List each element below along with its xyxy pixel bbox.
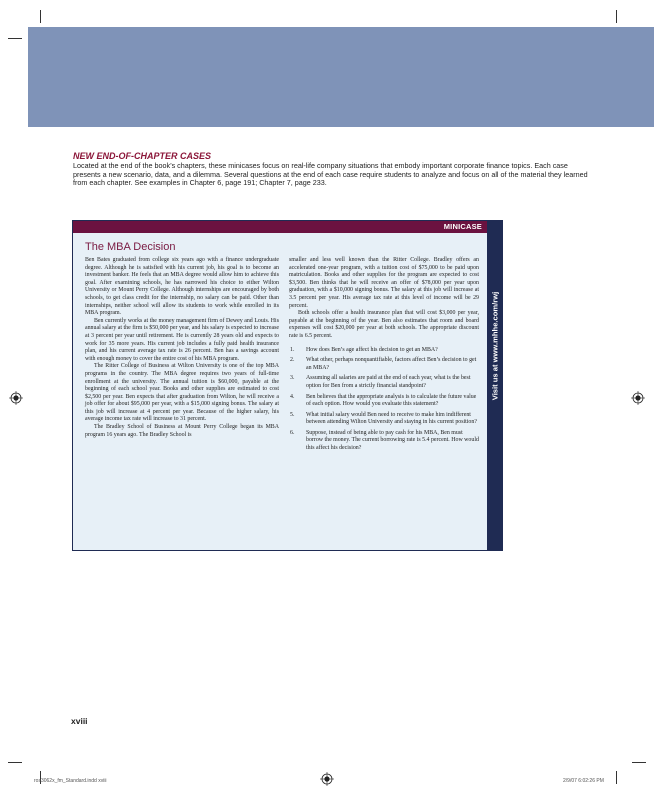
section-description: Located at the end of the book’s chapters, these minicases focus on real-life company situations that embody important corporate finance topics. Each case presents a new scenario, data, and a dilemma. Several questions at the end of each case require students to analyze and focus on all of the material they learned from each chapter. See examples in Chapter 6, page 191; Chapter 7, page 233.	[73, 161, 588, 188]
case-paragraph: The Ritter College of Business at Wilton University is one of the top MBA programs in the country. The MBA degree requires two years of full-time enrollment at the university. The annual tuition is $60,000, payable at the beginning of each school year. Books and other supplies are estimated to cost $2,500 per year. Ben expects that after graduation from Wilton, he will receive a job offer for about $95,000 per year, with a $15,000 signing bonus. The salary at this job will increase at 4 percent per year. Because of the higher salary, his average income tax rate will increase to 31 percent.	[85, 363, 279, 423]
crop-mark	[8, 38, 22, 39]
question-item	[289, 412, 479, 427]
question-number: 4.	[290, 393, 295, 400]
crop-mark	[8, 762, 22, 763]
question-item	[289, 375, 479, 390]
question-item	[289, 357, 479, 372]
section-title: NEW END-OF-CHAPTER CASES	[73, 151, 212, 161]
page-number: xviii	[71, 716, 88, 726]
file-slug: ros3062x_fm_Standard.indd xviii	[34, 778, 107, 784]
question-item	[289, 430, 479, 453]
minicase-box	[72, 220, 503, 551]
timestamp-slug: 2/9/07 6:02:26 PM	[563, 778, 604, 784]
header-banner	[28, 27, 654, 127]
question-number: 5.	[290, 411, 295, 418]
question-text: Ben believes that the appropriate analysis is to calculate the future value of each option. How would you evaluate this statement?	[306, 393, 477, 408]
question-text: Suppose, instead of being able to pay cash for his MBA, Ben must borrow the money. The current borrowing rate is 5.4 percent. How would this affect his decision?	[306, 429, 479, 452]
minicase-header-bar	[73, 221, 488, 233]
case-paragraph: Ben Bates graduated from college six years ago with a finance undergraduate degree. Although he is satisfied with his current job, his goal is to become an investment banker. He feels that an MBA degree would allow him to achieve this goal. After examining schools, he has narrowed his choice to either Wilton University or Mount Perry College. Although internships are encouraged by both schools, to get class credit for the internship, no salary can be paid. Other than internships, neither school will allow its students to work while enrolled in its MBA program.	[85, 257, 279, 317]
case-paragraph: smaller and less well known than the Ritter College. Bradley offers an accelerated one-year program, with a tuition cost of $75,000 to be paid upon matriculation. Books and other supplies for the program are expected to cost $3,500. Ben thinks that he will receive an offer of $78,000 per year upon graduation, with a $10,000 signing bonus. The salary at this job will increase at 3.5 percent per year. His average tax rate at this level of income will be 29 percent.	[289, 257, 479, 309]
case-right-column	[289, 257, 479, 456]
question-text: How does Ben’s age affect his decision to get an MBA?	[306, 346, 438, 353]
crop-mark	[616, 10, 617, 23]
question-number: 3.	[290, 375, 295, 382]
question-number: 6.	[290, 429, 295, 436]
question-number: 2.	[290, 357, 295, 364]
registration-mark-icon	[631, 391, 645, 405]
question-list	[289, 347, 479, 453]
crop-mark	[616, 771, 617, 784]
minicase-side-bar	[487, 221, 502, 550]
question-text: What initial salary would Ben need to receive to make him indifferent between attending Wilton University and staying in his current position?	[306, 411, 477, 426]
case-paragraph: Ben currently works at the money management firm of Dewey and Louis. His annual salary at the firm is $50,000 per year, and his salary is expected to increase at 3 percent per year until retirement. He is currently 28 years old and expects to work for 35 more years. His current job includes a fully paid health insurance plan, and his current average tax rate is 26 percent. Ben has a savings account with enough money to cover the entire cost of his MBA program.	[85, 317, 279, 362]
question-item	[289, 394, 479, 409]
registration-mark-icon	[320, 772, 334, 786]
case-paragraph: The Bradley School of Business at Mount Perry College began its MBA program 16 years ago. The Bradley School is	[85, 424, 279, 438]
crop-mark	[40, 10, 41, 23]
crop-mark	[632, 762, 646, 763]
registration-mark-icon	[9, 391, 23, 405]
case-paragraph: Both schools offer a health insurance plan that will cost $3,000 per year, payable at the beginning of the year. Ben also estimates that room and board expenses will cost $20,000 per year at both schools. The appropriate discount rate is 6.5 percent.	[289, 310, 479, 339]
question-text: What other, perhaps nonquantifiable, factors affect Ben’s decision to get an MBA?	[306, 357, 477, 371]
case-title: The MBA Decision	[85, 241, 176, 253]
question-item	[289, 347, 479, 355]
question-text: Assuming all salaries are paid at the end of each year, what is the best option for Ben from a strictly financial standpoint?	[306, 375, 471, 389]
website-link[interactable]: Visit us at www.mhhe.com/rwj	[490, 291, 500, 401]
minicase-label: MINICASE	[443, 222, 482, 231]
question-number: 1.	[290, 346, 295, 353]
case-left-column	[85, 257, 279, 439]
